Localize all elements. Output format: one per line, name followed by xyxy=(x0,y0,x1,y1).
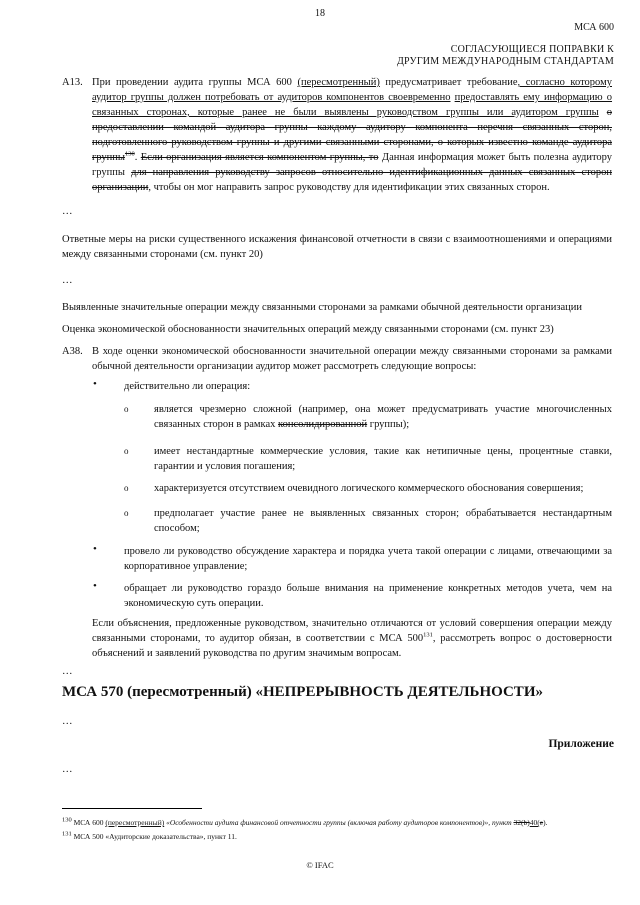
circle-bullet-icon: o xyxy=(124,483,129,493)
section-header-line-2: ДРУГИМ МЕЖДУНАРОДНЫМ СТАНДАРТАМ xyxy=(397,56,614,67)
a38-intro: В ходе оценки экономической обоснованности значительной операции между связанными сторонами за рамками обычной деятельности организации аудитор может рассмотреть следующие вопросы: xyxy=(92,346,612,372)
ellipsis-3: … xyxy=(62,666,73,677)
a38-sub-1-text-c: группы); xyxy=(367,419,410,430)
a13-text-9: о предоставлении командой аудитора группы каждому аудитору компонента перечня связанных сторон, подготовленного руководством группы и другими связанными сторонами, о которых известно команде аудитора группы xyxy=(92,107,612,163)
a38-bullet-2: провело ли руководство обсуждение характера и порядка учета такой операции с лицами, отвечающими за корпоративное управление; xyxy=(124,546,612,572)
a38-closing-text-2: , рассмотреть вопрос о достоверности объяснений и заявлений руководства по другим значимым вопросам. xyxy=(92,633,612,659)
a13-text-4: предусматривает требование xyxy=(379,77,518,88)
page-number: 18 xyxy=(315,8,325,19)
a13-text-2: МСА 600 xyxy=(247,77,298,88)
footnote-130-text-b: (пересмотренный) xyxy=(105,818,165,827)
copyright-footer: © IFAC xyxy=(306,860,334,870)
a13-text-12: Данная информация может быть полезна аудитору группы xyxy=(92,152,613,178)
bullet-icon: • xyxy=(93,543,97,555)
footnote-131-number: 131 xyxy=(62,830,72,838)
footnote-130 xyxy=(62,818,622,828)
section-header-line-1: СОГЛАСУЮЩИЕСЯ ПОПРАВКИ К xyxy=(450,44,614,55)
a38-sub-1-text-b: консолидированной xyxy=(278,419,368,430)
footnote-130-text-d: 32(b) xyxy=(513,818,530,827)
footnote-130-text-f: e xyxy=(539,818,544,827)
circle-bullet-icon: o xyxy=(124,508,129,518)
a13-text-7: предоставлять ему информацию о связанных сторонах, которые ранее не были выявлены руководством группы или аудитором группы xyxy=(92,92,613,118)
a38-closing xyxy=(92,616,612,661)
footnote-ref-131: 131 xyxy=(423,631,433,639)
bullet-icon: • xyxy=(93,580,97,592)
footnote-divider xyxy=(62,808,202,809)
section-header xyxy=(397,44,614,68)
footnote-131-text: МСА 500 «Аудиторские доказательства», пункт 11. xyxy=(71,832,237,841)
a38-sub-1 xyxy=(154,402,612,432)
footnote-130-text-e: 40( xyxy=(529,818,540,827)
footnote-130-text-g: ). xyxy=(543,818,548,827)
a13-text-10: . xyxy=(134,152,141,163)
a13-text-5: , согласно которому аудитор группы должен потребовать от аудиторов компонентов своевременно xyxy=(92,77,612,103)
identified-transactions-heading: Выявленные значительные операции между связанными сторонами за рамками обычной деятельности организации xyxy=(62,302,582,313)
footnote-ref-130: 130 xyxy=(124,150,135,158)
isa570-heading: МСА 570 (пересмотренный) «НЕПРЕРЫВНОСТЬ ДЕЯТЕЛЬНОСТИ» xyxy=(62,684,543,700)
a13-text-3: (пересмотренный) xyxy=(297,77,380,88)
circle-bullet-icon: o xyxy=(124,404,129,414)
a13-text-11: Если организация является компонентом группы, то xyxy=(140,152,379,163)
ellipsis-1: … xyxy=(62,206,73,217)
standard-code: МСА 600 xyxy=(574,22,614,33)
footnote-130-text-a: МСА 600 xyxy=(71,818,106,827)
bullet-icon: • xyxy=(93,378,97,390)
footnote-130-text-c: «Особенности аудита финансовой отчетности группы (включая работу аудиторов компонентов)», пункт xyxy=(164,818,514,827)
a13-text-1: При проведении аудита группы xyxy=(92,77,248,88)
a13-text-8 xyxy=(599,107,607,118)
ellipsis-4: … xyxy=(62,716,73,727)
footnote-131 xyxy=(62,832,622,842)
a13-text-14: , чтобы он мог направить запрос руководству для идентификации этих связанных сторон. xyxy=(148,182,550,193)
circle-bullet-icon: o xyxy=(124,446,129,456)
ellipsis-5: … xyxy=(62,764,73,775)
appendix-label: Приложение xyxy=(548,738,614,750)
paragraph-label-a13: A13. xyxy=(62,77,83,88)
paragraph-label-a38: A38. xyxy=(62,346,83,357)
a38-bullet-1: действительно ли операция: xyxy=(124,381,251,392)
a38-closing-text-1: Если объяснения, предложенные руководством, значительно отличаются от условий совершения операции между связанными сторонами, то аудитор обязан, в соответствии с МСА 500 xyxy=(92,618,612,644)
a38-sub-2: имеет нестандартные коммерческие условия, такие как нетипичные цены, процентные ставки, гарантии и условия погашения; xyxy=(154,446,612,472)
a13-text-13: для направления руководству запросов относительно идентификационных данных связанных сторон организации xyxy=(92,167,612,193)
a38-sub-4: предполагает участие ранее не выявленных связанных сторон; обрабатывается нестандартным способом; xyxy=(154,508,612,534)
footnote-130-number: 130 xyxy=(62,816,72,824)
evaluation-heading: Оценка экономической обоснованности значительных операций между связанными сторонами (см. пункт 23) xyxy=(62,324,554,335)
a38-bullet-3: обращает ли руководство гораздо больше внимания на применение конкретных методов учета, чем на экономическую суть операции. xyxy=(124,583,612,609)
a38-sub-3: характеризуется отсутствием очевидного логического коммерческого обоснования совершения; xyxy=(154,483,584,494)
responses-heading: Ответные меры на риски существенного искажения финансовой отчетности в связи с взаимоотношениями и операциями между связанными сторонами (см. пункт 20) xyxy=(62,234,612,260)
ellipsis-2: … xyxy=(62,275,73,286)
a38-sub-1-text-a: является чрезмерно сложной (например, она может предусматривать участие многочисленных связанных сторон в рамках xyxy=(154,404,612,430)
paragraph-a13 xyxy=(92,75,612,195)
